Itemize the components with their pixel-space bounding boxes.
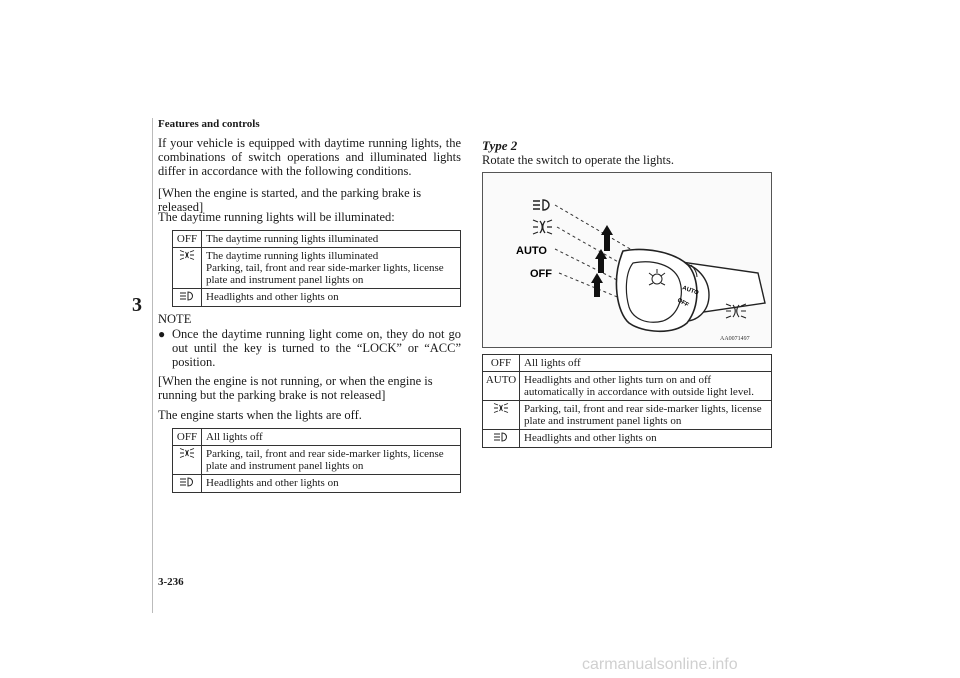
note-title: NOTE: [158, 312, 192, 326]
table-row: [173, 446, 461, 475]
figure-label-auto: AUTO: [516, 245, 547, 257]
table-desc: All lights off: [202, 429, 461, 446]
parking-lights-icon: [483, 401, 520, 430]
table-row: [173, 289, 461, 307]
table-key: AUTO: [483, 372, 520, 401]
table-row: [483, 401, 772, 430]
chapter-number: 3: [132, 294, 142, 316]
table-desc: Headlights and other lights on: [520, 430, 772, 448]
table-desc: Parking, tail, front and rear side-marker lights, license plate and instrument panel lights on: [202, 446, 461, 475]
table-desc: Headlights and other lights on: [202, 289, 461, 307]
light-table-3: [482, 354, 772, 448]
table-desc: Headlights and other lights turn on and off automatically in accordance with outside light level.: [520, 372, 772, 401]
headlights-icon: [173, 475, 202, 493]
table-row: [173, 231, 461, 248]
note-text: Once the daytime running light come on, they do not go out until the key is turned to the “LOCK” or “ACC” position.: [172, 327, 461, 369]
figure-label-off: OFF: [530, 268, 552, 280]
section-title: Features and controls: [158, 118, 260, 130]
note-block: [158, 312, 461, 369]
table-key: OFF: [173, 231, 202, 248]
table-row: [173, 429, 461, 446]
page-number: 3-236: [158, 576, 184, 588]
table-row: [483, 430, 772, 448]
headlights-icon: [173, 289, 202, 307]
bullet-icon: ●: [158, 327, 166, 341]
svg-text:AUTO: AUTO: [681, 285, 700, 297]
table-desc: All lights off: [520, 355, 772, 372]
table-desc: The daytime running lights illuminated: [202, 231, 461, 248]
figure-code: AA0071497: [720, 336, 750, 342]
condition-1: [When the engine is started, and the parking brake is released]: [158, 186, 422, 214]
table-desc: The daytime running lights illuminated Parking, tail, front and rear side-marker lights, license plate and instrument panel lights on: [202, 248, 461, 289]
light-table-2: [172, 428, 461, 493]
lead-1: The daytime running lights will be illuminated:: [158, 210, 395, 224]
headlights-icon: [533, 200, 549, 210]
type-title: Type 2: [482, 138, 518, 153]
light-switch-stalk: [616, 250, 765, 332]
lead-2: The engine starts when the lights are off.: [158, 408, 362, 422]
svg-text:OFF: OFF: [676, 297, 690, 309]
table-key: OFF: [483, 355, 520, 372]
parking-lights-icon: [173, 446, 202, 475]
intro-paragraph: If your vehicle is equipped with daytime running lights, the combinations of switch operations and illuminated lights differ in accordance with the following conditions.: [158, 136, 461, 178]
parking-lights-icon: [173, 248, 202, 289]
light-switch-figure: [482, 172, 772, 348]
rotation-arrows: [591, 225, 613, 297]
table-desc: Parking, tail, front and rear side-marker lights, license plate and instrument panel lights on: [520, 401, 772, 430]
headlights-icon: [483, 430, 520, 448]
table-row: [483, 355, 772, 372]
table-desc: Headlights and other lights on: [202, 475, 461, 493]
parking-lights-icon: [533, 220, 552, 234]
watermark[interactable]: carmanualsonline.info: [582, 656, 738, 673]
right-lead: Rotate the switch to operate the lights.: [482, 153, 674, 167]
condition-2: [When the engine is not running, or when the engine is running but the parking brake is not released]: [158, 374, 433, 402]
table-row: [483, 372, 772, 401]
table-key: OFF: [173, 429, 202, 446]
table-row: [173, 248, 461, 289]
light-table-1: [172, 230, 461, 307]
chapter-tab: [128, 118, 153, 613]
table-row: [173, 475, 461, 493]
